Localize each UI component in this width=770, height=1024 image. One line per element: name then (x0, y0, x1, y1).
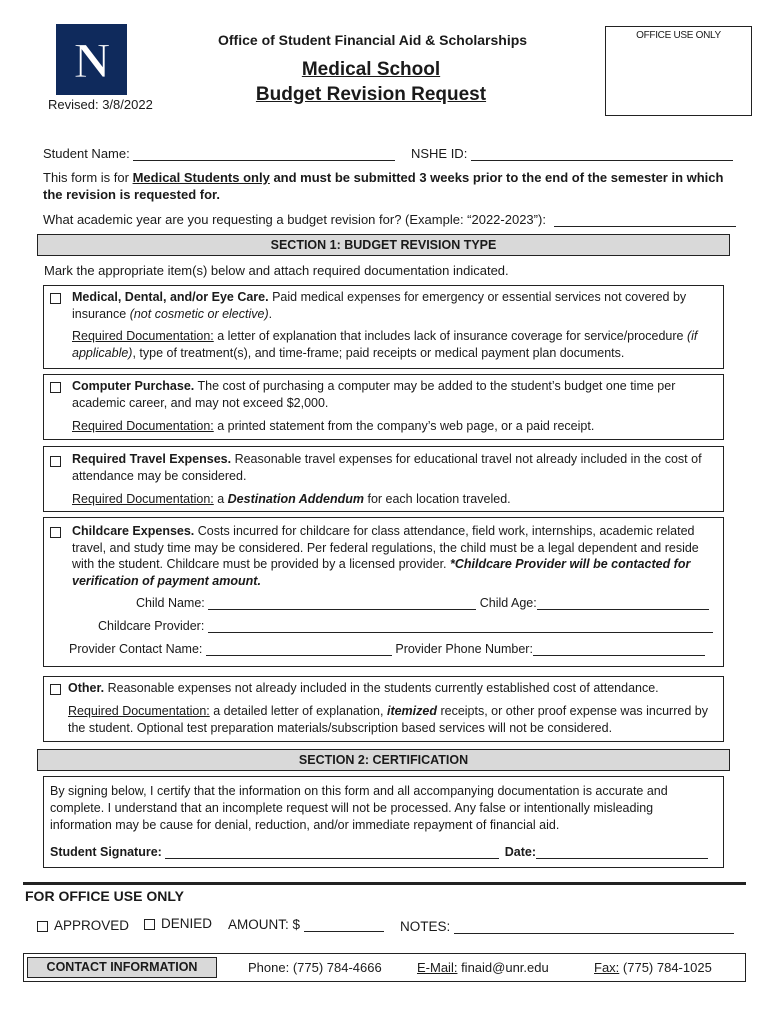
medical-desc: Paid medical expenses for emergency or essential services not covered by insurance (72, 290, 687, 321)
section1-header: SECTION 1: BUDGET REVISION TYPE (37, 234, 730, 256)
travel-doc-label: Required Documentation: (72, 492, 214, 506)
revised-date: Revised: 3/8/2022 (48, 97, 153, 112)
contact-phone: Phone: (775) 784-4666 (248, 960, 382, 975)
other-option (43, 676, 724, 742)
form-title-line2: Budget Revision Request (255, 84, 487, 105)
contact-bar (23, 953, 746, 982)
fax-value: (775) 784-1025 (619, 960, 712, 975)
approved-option (37, 918, 129, 933)
university-logo (56, 24, 127, 95)
computer-doc: a printed statement from the company’s web page, or a paid receipt. (213, 419, 595, 433)
travel-option (43, 446, 724, 512)
childcare-title: Childcare Expenses. (72, 524, 195, 538)
nshe-id-field[interactable] (471, 148, 733, 161)
provider-field[interactable] (208, 620, 713, 633)
medical-doc-label: Required Documentation: (72, 329, 214, 343)
academic-year-question: What academic year are you requesting a budget revision for? (Example: “2022-2023”): (43, 212, 546, 227)
form-title-line1: Medical School (301, 59, 441, 80)
medical-doc2: , type of treatment(s), and time-frame; paid receipts or medical payment plan documents. (132, 345, 625, 360)
computer-doc-label: Required Documentation: (72, 419, 214, 433)
intro-text (43, 169, 733, 203)
provider-phone-field[interactable] (533, 643, 705, 656)
amount-label: AMOUNT: $ (228, 917, 301, 932)
contact-email (417, 960, 549, 975)
logo-letter: N (73, 31, 110, 88)
travel-checkbox[interactable] (50, 456, 61, 467)
medical-doc1: a letter of explanation that includes lack of insurance coverage for service/procedure (213, 329, 687, 343)
signature-row (50, 845, 708, 859)
notes-label: NOTES: (400, 919, 451, 934)
office-name: Office of Student Financial Aid & Scholarships (218, 32, 528, 48)
academic-year-row (43, 212, 736, 227)
intro-part2: and must be submitted 3 weeks prior to the end of the semester in which the revision is requested for. (43, 170, 724, 202)
email-value[interactable]: finaid@unr.edu (457, 960, 549, 975)
notes-row (400, 919, 734, 934)
child-age-field[interactable] (537, 597, 709, 610)
travel-doc2: for each location traveled. (364, 492, 511, 506)
nshe-id-label: NSHE ID: (410, 146, 468, 161)
provider-contact-field[interactable] (206, 643, 392, 656)
provider-row (98, 619, 713, 633)
provider-label: Childcare Provider: (98, 619, 205, 633)
date-label: Date: (504, 845, 537, 859)
intro-part1: This form is for (43, 170, 133, 185)
amount-row (228, 917, 384, 932)
other-title: Other. (68, 681, 105, 695)
provider-contact-label: Provider Contact Name: (69, 642, 203, 656)
travel-title: Required Travel Expenses. (72, 452, 232, 466)
contact-fax (594, 960, 712, 975)
denied-option (144, 916, 212, 931)
childcare-note: *Childcare Provider will be contacted for verification of payment amount. (72, 557, 691, 588)
office-use-box-label: OFFICE USE ONLY (636, 30, 721, 41)
other-doc-label: Required Documentation: (68, 704, 210, 718)
other-doc1: a detailed letter of explanation, (209, 704, 387, 718)
medical-option (43, 285, 724, 369)
computer-desc: The cost of purchasing a computer may be added to the student’s budget one time per academic career, and may not exceed $2,000. (72, 379, 676, 410)
childcare-checkbox[interactable] (50, 527, 61, 538)
other-desc: Reasonable expenses not already included in the students currently established cost of attendance. (104, 681, 659, 695)
academic-year-field[interactable] (554, 214, 736, 227)
child-name-label: Child Name: (136, 596, 205, 610)
date-field[interactable] (536, 846, 708, 859)
email-label: E-Mail: (417, 960, 458, 975)
approved-label: APPROVED (54, 918, 130, 933)
notes-field[interactable] (454, 921, 734, 934)
computer-title: Computer Purchase. (72, 379, 195, 393)
office-use-title: FOR OFFICE USE ONLY (25, 888, 184, 904)
medical-checkbox[interactable] (50, 293, 61, 304)
signature-label: Student Signature: (50, 845, 162, 859)
student-info-row (43, 146, 733, 161)
other-checkbox[interactable] (50, 684, 61, 695)
child-name-row (136, 596, 709, 610)
denied-label: DENIED (161, 916, 213, 931)
section2-header: SECTION 2: CERTIFICATION (37, 749, 730, 771)
certification-text: By signing below, I certify that the information on this form and all accompanying documentation is accurate and complete. I understand that an incomplete request will not be processed. Any false or intentionally misleading information may be cause for denial, reduction, and/or immediate repayment of financial aid. (50, 784, 668, 832)
office-use-box (605, 26, 752, 116)
provider-contact-row (69, 642, 705, 656)
travel-doc-emphasis: Destination Addendum (227, 492, 364, 506)
provider-phone-label: Provider Phone Number: (395, 642, 533, 656)
childcare-desc: Costs incurred for childcare for class attendance, field work, internships, academic related travel, and study time may be considered. Per federal regulations, the child must be a legal dependent and reside with the student. Childcare must be provided by a licensed provider. (72, 524, 699, 571)
contact-header: CONTACT INFORMATION (27, 957, 217, 978)
signature-field[interactable] (165, 846, 499, 859)
medical-title: Medical, Dental, and/or Eye Care. (72, 290, 269, 304)
childcare-option (43, 517, 724, 667)
medical-desc-end: . (268, 306, 273, 321)
amount-field[interactable] (304, 919, 384, 932)
other-doc-emphasis: itemized (386, 704, 437, 718)
divider (23, 882, 746, 885)
travel-desc: Reasonable travel expenses for educational travel not already included in the cost of attendance may be considered. (72, 452, 702, 483)
travel-doc1: a (213, 492, 228, 506)
denied-checkbox[interactable] (144, 919, 155, 930)
computer-checkbox[interactable] (50, 382, 61, 393)
fax-label: Fax: (594, 960, 620, 975)
section1-instruction: Mark the appropriate item(s) below and attach required documentation indicated. (44, 263, 509, 278)
child-name-field[interactable] (208, 597, 476, 610)
medical-doc-italic: (if applicable) (72, 329, 698, 360)
certification-box (43, 776, 724, 868)
student-name-field[interactable] (133, 148, 395, 161)
child-age-label: Child Age: (479, 596, 537, 610)
intro-emphasis: Medical Students only (132, 170, 270, 185)
other-doc2: receipts, or other proof expense was incurred by the student. Optional test preparation materials/subscription based services will not be considered. (68, 704, 708, 735)
medical-desc-italic: (not cosmetic or elective) (129, 306, 269, 321)
approved-checkbox[interactable] (37, 921, 48, 932)
student-name-label: Student Name: (43, 146, 130, 161)
computer-option (43, 374, 724, 440)
